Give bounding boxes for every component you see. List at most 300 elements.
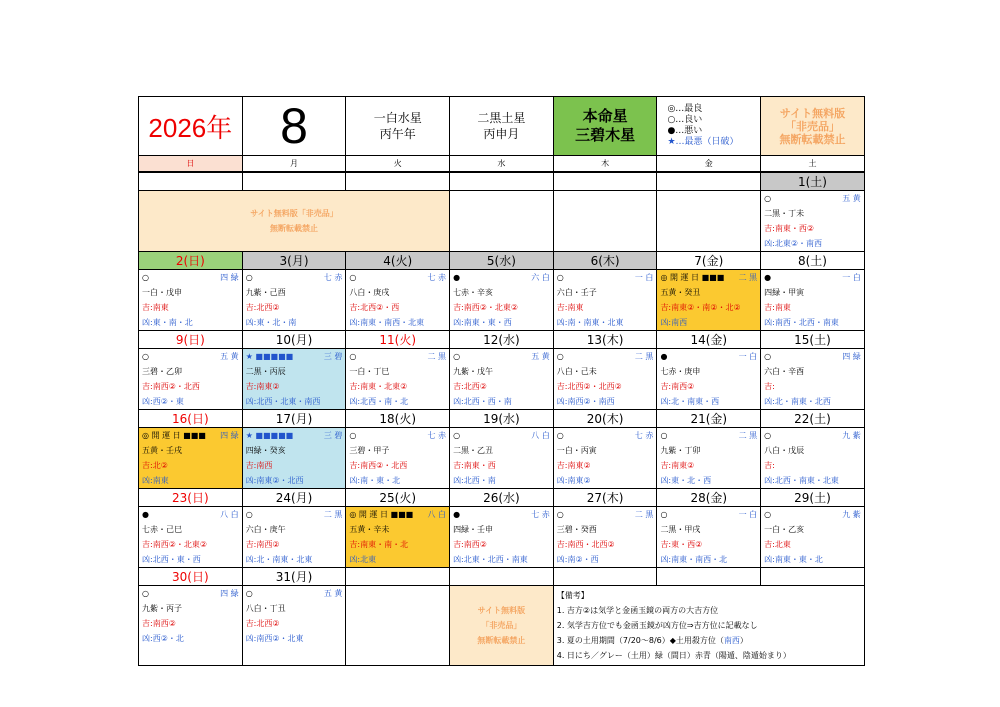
good-direction: 吉:南東・北東② (349, 382, 408, 391)
good-direction: 吉:南西②・北西 (142, 382, 200, 391)
date-label: 23(日) (139, 489, 243, 507)
month-star-cell (450, 97, 554, 156)
date-label: 13(木) (553, 331, 657, 349)
luck-mark: ○ (245, 589, 253, 598)
nine-star: 一 白 (842, 273, 861, 282)
mark-row (554, 507, 657, 522)
good-direction: 吉:南東 (142, 303, 169, 312)
kanshi: 八白・丁丑 (245, 604, 286, 613)
kanshi: 三碧・甲子 (349, 446, 390, 455)
mark-row (761, 270, 864, 285)
good-direction: 吉:南西② (245, 540, 280, 549)
good-direction: 吉:南東・南・北 (349, 540, 409, 549)
kanshi: 二黒・丙辰 (245, 367, 286, 376)
kanshi: 九紫・戊午 (453, 367, 494, 376)
day-cell[interactable] (553, 507, 657, 568)
day-cell[interactable] (346, 507, 450, 568)
nine-star: 四 緑 (842, 352, 861, 361)
mark-row (243, 349, 346, 364)
legend-good: ○…良い (667, 115, 703, 125)
mark-row (554, 270, 657, 285)
bad-direction: 凶:北東②・南西 (764, 239, 822, 248)
star-mark-icon: ★ ■■■■■ (245, 431, 294, 440)
watermark-footer (450, 586, 554, 666)
bad-direction: 凶:西②・東 (142, 397, 184, 406)
date-label: 1(土) (761, 173, 865, 191)
nine-star: 七 赤 (531, 510, 550, 519)
mark-row (139, 428, 242, 443)
good-direction: 吉:南東・西② (764, 224, 814, 233)
kanshi: 一白・丁巳 (349, 367, 390, 376)
good-direction: 吉:南西 (245, 461, 273, 470)
nine-star: 六 白 (531, 273, 550, 282)
good-direction: 吉:南東・西 (453, 461, 496, 470)
date-label: 21(金) (657, 410, 761, 428)
luck-mark: ○ (660, 510, 668, 519)
mark-row (139, 270, 242, 285)
day-cell[interactable] (346, 349, 450, 410)
date-label: 24(月) (242, 489, 346, 507)
good-direction: 吉:北西②・北西② (556, 382, 622, 391)
kanshi: 七赤・辛亥 (453, 288, 494, 297)
good-direction: 吉:南東② (245, 382, 280, 391)
nine-star: 四 緑 (220, 273, 239, 282)
mark-row (243, 428, 346, 443)
good-direction: 吉:南西②・北西 (349, 461, 408, 470)
watermark-line: 「非売品」 (784, 119, 840, 133)
watermark-header (761, 97, 865, 156)
bad-direction: 凶:南西②・南西 (556, 397, 615, 406)
date-label (657, 173, 761, 191)
luck-mark: ○ (764, 431, 772, 440)
kanshi: 一白・戊申 (142, 288, 182, 297)
kanshi: 一白・乙亥 (764, 525, 805, 534)
good-direction: 吉:北西② (245, 303, 280, 312)
nine-star: 二 黒 (634, 510, 654, 519)
day-cell[interactable] (139, 270, 243, 331)
luck-mark: ● (453, 273, 461, 282)
kanshi: 二黒・丁未 (764, 209, 805, 218)
nine-star: 八 白 (531, 431, 550, 440)
date-label: 3(月) (242, 252, 346, 270)
watermark-line: 無断転載禁止 (477, 636, 526, 645)
doyou-direction: 南西 (723, 636, 740, 645)
good-direction: 吉:北② (142, 461, 168, 470)
luck-mark: ○ (764, 510, 772, 519)
day-cell[interactable] (139, 428, 243, 489)
kanshi: 六白・庚午 (245, 525, 286, 534)
day-cell[interactable] (657, 428, 761, 489)
good-direction: 吉:南西・北西② (556, 540, 615, 549)
nine-star: 三 碧 (323, 431, 343, 440)
date-label: 29(土) (761, 489, 865, 507)
date-label (346, 568, 450, 586)
bad-direction: 凶:北西・南 (453, 476, 496, 485)
day-cell[interactable] (553, 270, 657, 331)
mark-row (346, 507, 449, 522)
weekday-header: 月 (242, 156, 346, 172)
date-label: 16(日) (139, 410, 243, 428)
day-cell[interactable] (139, 507, 243, 568)
mark-row (554, 428, 657, 443)
good-direction: 吉: (764, 382, 775, 391)
bad-direction: 凶:東・南・北 (142, 318, 193, 327)
luck-mark: ○ (142, 589, 149, 598)
day-cell[interactable] (450, 507, 554, 568)
notes-title: 【備考】 (556, 591, 589, 600)
date-label: 28(金) (657, 489, 761, 507)
legend-best: ◎…最良 (667, 104, 703, 114)
bad-direction: 凶:北西・西・南 (453, 397, 512, 406)
day-cell[interactable] (242, 349, 346, 410)
bad-direction: 凶:北・南東・北西 (764, 397, 831, 406)
luck-mark: ○ (556, 431, 564, 440)
weekday-header: 日 (139, 156, 243, 172)
date-label: 31(月) (242, 568, 346, 586)
date-row (139, 568, 865, 586)
luck-mark: ○ (453, 431, 461, 440)
luck-mark: ○ (349, 431, 357, 440)
good-direction: 吉:南西②・北東② (142, 540, 208, 549)
luck-mark: ○ (764, 194, 772, 203)
date-label: 4(火) (346, 252, 450, 270)
good-direction: 吉:北西② (453, 382, 487, 391)
date-label: 26(水) (450, 489, 554, 507)
date-label (553, 568, 657, 586)
weekday-header: 金 (657, 156, 761, 172)
day-row (139, 507, 865, 568)
empty-cell (346, 586, 450, 666)
mark-row (346, 428, 449, 443)
notes-line: 2. 気学吉方位でも金函玉鏡が凶方位⇒吉方位に記載なし (556, 621, 758, 630)
month-cell (242, 97, 346, 156)
year-label: 2026年 (148, 112, 233, 143)
date-label: 15(土) (761, 331, 865, 349)
watermark-big (139, 191, 450, 252)
date-label (139, 173, 243, 191)
date-label: 25(火) (346, 489, 450, 507)
mark-row (761, 191, 864, 206)
nine-star: 三 碧 (323, 352, 343, 361)
luck-mark: ○ (142, 352, 149, 361)
watermark-line: サイト無料版 (779, 106, 846, 120)
kanshi: 九紫・丙子 (142, 604, 182, 613)
bad-direction: 凶:南東・東・北 (764, 555, 823, 564)
luck-mark: ○ (660, 431, 668, 440)
bad-direction: 凶:北西・南・北 (349, 397, 409, 406)
bad-direction: 凶:南東・東・西 (453, 318, 512, 327)
empty-cell (553, 191, 657, 252)
watermark-line: 「非売品」 (481, 621, 522, 630)
nine-star: 二 黒 (738, 273, 758, 282)
date-label: 17(月) (242, 410, 346, 428)
bad-direction: 凶:南東② (556, 476, 591, 485)
mark-row (657, 270, 760, 285)
luck-mark: ○ (556, 510, 564, 519)
date-label: 2(日) (139, 252, 243, 270)
nine-star: 八 白 (427, 510, 447, 519)
good-direction: 吉:北西② (245, 619, 280, 628)
watermark-line: 無断転載禁止 (270, 224, 319, 233)
bad-direction: 凶:南西・北西・南東 (764, 318, 839, 327)
nine-star: 二 黒 (634, 352, 654, 361)
day-cell[interactable] (450, 270, 554, 331)
date-label: 8(土) (761, 252, 865, 270)
day-cell[interactable] (242, 428, 346, 489)
bad-direction: 凶:南西 (660, 318, 688, 327)
date-label: 6(木) (553, 252, 657, 270)
date-label: 30(日) (139, 568, 243, 586)
weekday-header: 火 (346, 156, 450, 172)
day-cell[interactable] (242, 586, 346, 666)
mark-row (346, 270, 449, 285)
day-cell[interactable] (761, 191, 865, 252)
bad-direction: 凶:東・北・南 (245, 318, 297, 327)
legend-worst: ★…最悪（日破） (667, 137, 739, 147)
luck-mark: ○ (764, 352, 772, 361)
watermark-line: サイト無料版「非売品」 (250, 209, 338, 218)
empty-cell (450, 191, 554, 252)
date-label: 22(土) (761, 410, 865, 428)
good-direction: 吉:北東 (764, 540, 791, 549)
watermark-line: サイト無料版 (477, 606, 526, 615)
day-row (139, 586, 865, 666)
nine-star: 一 白 (634, 273, 654, 282)
mark-row (243, 586, 346, 601)
nine-star: 七 赤 (634, 431, 654, 440)
nine-star: 五 黄 (220, 352, 239, 361)
bad-direction: 凶:北・南東・西 (660, 397, 720, 406)
good-direction: 吉:南東②・南②・北② (660, 303, 741, 312)
bad-direction: 凶:南東・南西・北 (660, 555, 728, 564)
day-cell[interactable] (450, 428, 554, 489)
nine-star: 四 緑 (220, 589, 239, 598)
weekday-header: 木 (553, 156, 657, 172)
year-star-cell (346, 97, 450, 156)
luck-mark: ◎ 開 運 日 ■■■ (142, 431, 206, 440)
luck-mark: ○ (556, 352, 564, 361)
bad-direction: 凶:南西②・北東 (245, 634, 304, 643)
mark-row (761, 428, 864, 443)
kanshi: 二黒・乙丑 (453, 446, 494, 455)
day-cell[interactable] (139, 349, 243, 410)
date-row (139, 252, 865, 270)
date-label (657, 568, 761, 586)
luck-mark: ○ (142, 273, 149, 282)
nine-star: 一 白 (738, 510, 758, 519)
good-direction: 吉:東・西② (660, 540, 703, 549)
day-cell[interactable] (657, 270, 761, 331)
mark-row (243, 507, 346, 522)
bad-direction: 凶:西②・北 (142, 634, 184, 643)
date-label: 12(水) (450, 331, 554, 349)
kanshi: 四緑・甲寅 (764, 288, 805, 297)
year-cell (139, 97, 243, 156)
mark-row (761, 349, 864, 364)
luck-mark: ○ (349, 352, 357, 361)
nine-star: 五 黄 (842, 194, 861, 203)
mark-row (554, 349, 657, 364)
month-star: 二黒土星 (477, 111, 526, 125)
nine-star: 八 白 (220, 510, 239, 519)
kanshi: 九紫・丁卯 (660, 446, 701, 455)
honmei-label: 本命星 (582, 107, 628, 125)
nine-star: 四 緑 (220, 431, 239, 440)
year-kanshi: 丙午年 (379, 127, 416, 141)
luck-mark: ○ (245, 510, 253, 519)
luck-mark: ◎ 開 運 日 ■■■ (660, 273, 725, 282)
date-label: 14(金) (657, 331, 761, 349)
nine-star: 二 黒 (323, 510, 343, 519)
kanshi: 七赤・己巳 (142, 525, 182, 534)
kanshi: 八白・己未 (556, 367, 597, 376)
date-label (346, 173, 450, 191)
nine-star: 九 紫 (842, 510, 861, 519)
nine-star: 二 黒 (427, 352, 447, 361)
nine-star: 七 赤 (427, 431, 447, 440)
kanshi: 四緑・癸亥 (245, 446, 286, 455)
day-cell[interactable] (657, 349, 761, 410)
day-cell[interactable] (553, 428, 657, 489)
luck-mark: ● (660, 352, 668, 361)
nine-star: 五 黄 (323, 589, 343, 598)
good-direction: 吉:北西②・西 (349, 303, 400, 312)
kanshi: 四緑・壬申 (453, 525, 494, 534)
kanshi: 六白・辛酉 (764, 367, 805, 376)
kanshi: 三碧・乙卯 (142, 367, 182, 376)
bad-direction: 凶:北東 (349, 555, 377, 564)
kanshi: 七赤・庚申 (660, 367, 701, 376)
day-cell[interactable] (761, 428, 865, 489)
month-kanshi: 丙申月 (483, 127, 520, 141)
mark-row (139, 586, 242, 601)
bad-direction: 凶:北・南東・北東 (245, 555, 313, 564)
date-label: 7(金) (657, 252, 761, 270)
luck-mark: ○ (453, 352, 461, 361)
date-row (139, 489, 865, 507)
day-cell[interactable] (761, 507, 865, 568)
date-label (450, 568, 554, 586)
kanshi: 八白・庚戌 (349, 288, 390, 297)
day-cell[interactable] (139, 586, 243, 666)
star-mark-icon: ★ ■■■■■ (245, 352, 294, 361)
good-direction: 吉:南西②・北東② (453, 303, 519, 312)
legend (657, 97, 761, 156)
bad-direction: 凶:南②・西 (556, 555, 599, 564)
good-direction: 吉:南東② (660, 461, 695, 470)
day-cell[interactable] (761, 349, 865, 410)
date-label (553, 173, 657, 191)
mark-row (657, 428, 760, 443)
day-cell[interactable] (242, 270, 346, 331)
bad-direction: 凶:南・東・北 (349, 476, 401, 485)
bad-direction: 凶:北西・南東・北東 (764, 476, 839, 485)
day-row (139, 349, 865, 410)
mark-row (657, 349, 760, 364)
bad-direction: 凶:南・南東・北東 (556, 318, 624, 327)
good-direction: 吉: (764, 461, 775, 470)
honmei-cell (553, 97, 657, 156)
bad-direction: 凶:北東・北西・南東 (453, 555, 528, 564)
nine-star: 七 赤 (427, 273, 447, 282)
mark-row (450, 507, 553, 522)
luck-mark: ○ (349, 273, 357, 282)
notes-line: 4. 日にち／グレー（土用）緑（間日）赤青（陽遁、陰遁始まり） (556, 651, 791, 660)
kanshi: 二黒・甲戌 (660, 525, 701, 534)
day-row (139, 270, 865, 331)
nine-star: 一 白 (738, 352, 758, 361)
good-direction: 吉:南東② (556, 461, 591, 470)
notes-line: 1. 吉方②は気学と金函玉鏡の両方の大吉方位 (556, 606, 719, 615)
good-direction: 吉:南西② (660, 382, 695, 391)
good-direction: 吉:南西② (453, 540, 487, 549)
mark-row (450, 270, 553, 285)
kanshi: 一白・丙寅 (556, 446, 597, 455)
date-label (761, 568, 865, 586)
day-cell[interactable] (761, 270, 865, 331)
notes (553, 586, 864, 666)
mark-row (346, 349, 449, 364)
date-label (242, 173, 346, 191)
weekday-header: 土 (761, 156, 865, 172)
kanshi: 九紫・己酉 (245, 288, 286, 297)
month-number: 8 (280, 98, 308, 154)
mark-row (657, 507, 760, 522)
date-label: 20(木) (553, 410, 657, 428)
luck-mark: ● (764, 273, 772, 282)
day-cell[interactable] (346, 270, 450, 331)
kanshi: 三碧・癸酉 (556, 525, 597, 534)
empty-cell (657, 191, 761, 252)
day-cell[interactable] (450, 349, 554, 410)
mark-row (243, 270, 346, 285)
luck-mark: ● (453, 510, 461, 519)
weekday-header: 水 (450, 156, 554, 172)
mark-row (139, 507, 242, 522)
mark-row (761, 507, 864, 522)
nine-star: 五 黄 (531, 352, 550, 361)
day-cell[interactable] (553, 349, 657, 410)
calendar (138, 96, 864, 666)
nine-star: 七 赤 (323, 273, 343, 282)
date-label (450, 173, 554, 191)
kanshi: 五黄・壬戌 (142, 446, 182, 455)
mark-row (139, 349, 242, 364)
bad-direction: 凶:南東②・北西 (245, 476, 304, 485)
day-cell[interactable] (242, 507, 346, 568)
bad-direction: 凶:東・北・西 (660, 476, 712, 485)
date-label: 5(水) (450, 252, 554, 270)
bad-direction: 凶:南東 (142, 476, 169, 485)
day-row (139, 191, 865, 252)
mark-row (450, 349, 553, 364)
date-label: 27(木) (553, 489, 657, 507)
kanshi: 五黄・癸丑 (660, 288, 701, 297)
mark-row (450, 428, 553, 443)
year-star: 一白水星 (373, 111, 422, 125)
good-direction: 吉:南東 (764, 303, 791, 312)
date-row (139, 410, 865, 428)
luck-mark: ● (142, 510, 149, 519)
nine-star: 二 黒 (738, 431, 758, 440)
day-row (139, 428, 865, 489)
honmei-star: 三碧木星 (575, 126, 636, 144)
day-cell[interactable] (657, 507, 761, 568)
kanshi: 八白・戊辰 (764, 446, 805, 455)
bad-direction: 凶:南東・南西・北東 (349, 318, 425, 327)
day-cell[interactable] (346, 428, 450, 489)
bad-direction: 凶:北西・東・西 (142, 555, 201, 564)
